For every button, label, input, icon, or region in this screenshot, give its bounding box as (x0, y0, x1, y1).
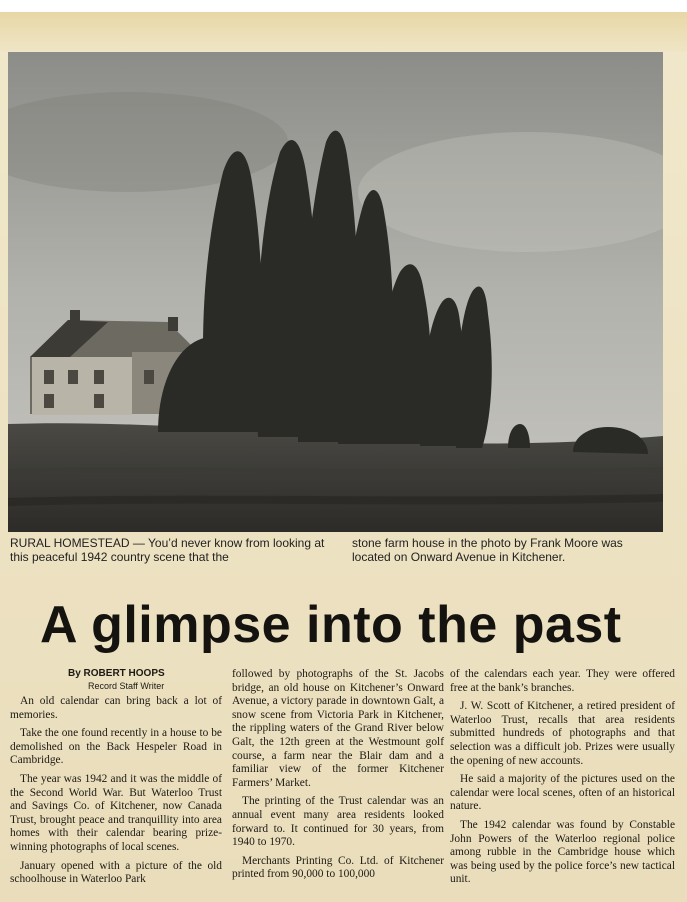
paragraph: The 1942 calendar was found by Constable John Powers of the Waterloo regional police among rubble in the Cambridge house which was being used by the police force’s new tactical unit. (450, 818, 675, 886)
paragraph: He said a majority of the pictures used on the calendar were local scenes, often of an historical nature. (450, 773, 675, 813)
paragraph: followed by photographs of the St. Jacobs bridge, an old house on Kitchener’s Onward Avenue, a victory parade in downtown Galt, a snow scene from Victoria Park in Kitchener, the rippling waters of the Grand River below Galt, the 12th green at the Westmount golf course, a farm near the Blair dam and a familiar view of the former Kitchener Farmers’ Market. (232, 668, 444, 789)
paper-stain (0, 12, 687, 52)
byline-role: Record Staff Writer (88, 681, 165, 691)
article-column-2 (232, 668, 444, 887)
paragraph: An old calendar can bring back a lot of memories. (10, 695, 222, 721)
headline: A glimpse into the past (40, 596, 622, 654)
photo-caption-left: RURAL HOMESTEAD — You’d never know from looking at this peaceful 1942 country scene that the (10, 536, 325, 564)
paragraph: Take the one found recently in a house to be demolished on the Back Hespeler Road in Cambridge. (10, 727, 222, 767)
article-column-3 (450, 668, 675, 892)
paragraph: January opened with a picture of the old schoolhouse in Waterloo Park (10, 859, 222, 886)
paragraph: J. W. Scott of Kitchener, a retired president of Waterloo Trust, recalls that area residents submitted hundreds of photographs and that selection was a difficult job. Prizes were usually the opening of new accounts. (450, 700, 675, 767)
farmhouse-photo (8, 52, 663, 532)
article-column-1 (10, 668, 222, 892)
photo-caption-right: stone farm house in the photo by Frank Moore was located on Onward Avenue in Kitchener. (352, 536, 623, 564)
byline: By ROBERT HOOPS (68, 668, 165, 679)
paragraph: The printing of the Trust calendar was an annual event many area residents looked forward to. It continued for 30 years, from 1940 to 1970. (232, 795, 444, 849)
paragraph: The year was 1942 and it was the middle of the Second World War. But Waterloo Trust and Savings Co. of Kitchener, now Canada Trust, brought peace and tranquillity into area homes with their calendar bearing prize-winning photographs of local scenes. (10, 772, 222, 853)
paragraph: of the calendars each year. They were offered free at the bank’s branches. (450, 668, 675, 694)
paragraph: Merchants Printing Co. Ltd. of Kitchener printed from 90,000 to 100,000 (232, 854, 444, 881)
farmhouse-photo-image (8, 52, 663, 532)
